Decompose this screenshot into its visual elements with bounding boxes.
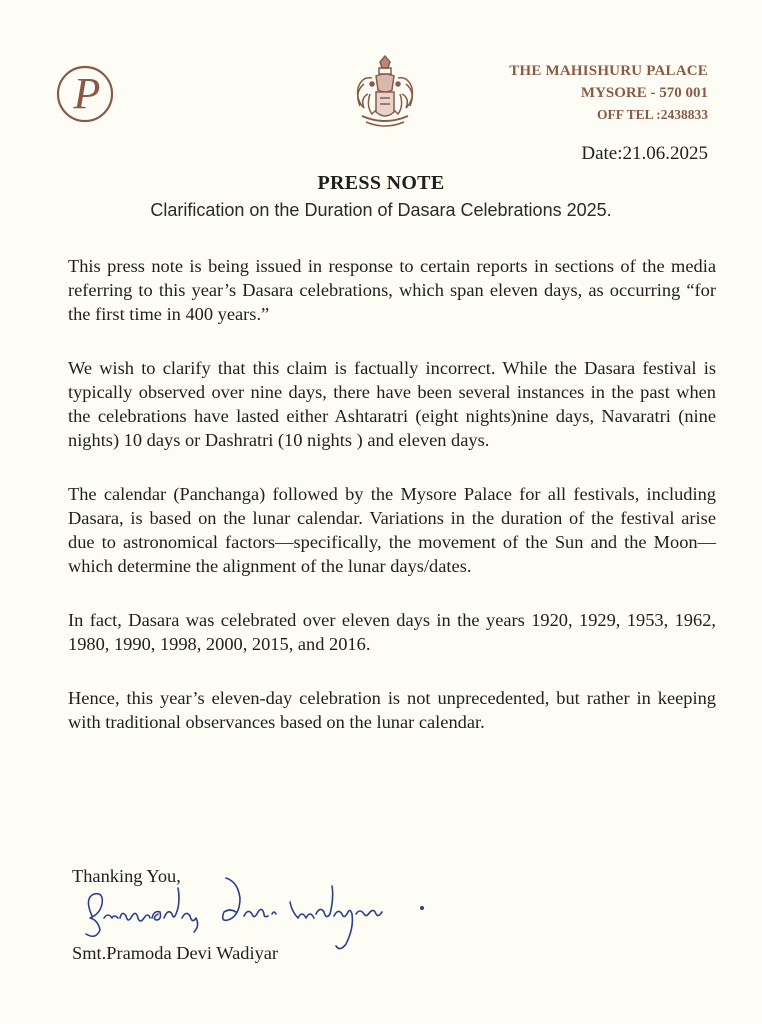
monogram-icon: [52, 58, 122, 128]
document-title: PRESS NOTE: [317, 172, 445, 194]
paragraph: We wish to clarify that this claim is factually incorrect. While the Dasara festival is typically observed over nine days, there have been several instances in the past when the celebrations have lasted either Ashtaratri (eight nights)nine days, Navaratri (nine nights) 10 days or Dashratri (10 nights ) and eleven days.: [68, 358, 716, 450]
paragraph: This press note is being issued in response to certain reports in sections of the media referring to this year’s Dasara celebrations, which span eleven days, as occurring “for the first time in 400 years.”: [68, 256, 716, 324]
address-line-palace: THE MAHISHURU PALACE: [509, 63, 708, 79]
address-line-city: MYSORE - 570 001: [580, 85, 708, 101]
royal-crest-icon: [346, 54, 424, 134]
paragraph: Hence, this year’s eleven-day celebration is not unprecedented, but rather in keeping with traditional observances based on the lunar calendar.: [68, 688, 716, 732]
closing-salutation: Thanking You,: [72, 866, 181, 886]
document-body: [68, 254, 716, 764]
document-subtitle: Clarification on the Duration of Dasara Celebrations 2025.: [150, 200, 612, 220]
monogram-letter: P: [73, 69, 101, 118]
letterhead-address: [509, 60, 708, 126]
paragraph: The calendar (Panchanga) followed by the Mysore Palace for all festivals, including Dasara, is based on the lunar calendar. Variations in the duration of the festival arise due to astronomical factors—specifically, the movement of the Sun and the Moon—which determine the alignment of the lunar days/dates.: [68, 484, 716, 576]
address-line-phone: OFF TEL :2438833: [596, 107, 708, 122]
paragraph: In fact, Dasara was celebrated over eleven days in the years 1920, 1929, 1953, 1962, 1980, 1990, 1998, 2000, 2015, and 2016.: [68, 610, 716, 654]
document-date: Date:21.06.2025: [581, 143, 708, 164]
signer-name: Smt.Pramoda Devi Wadiyar: [72, 943, 279, 963]
